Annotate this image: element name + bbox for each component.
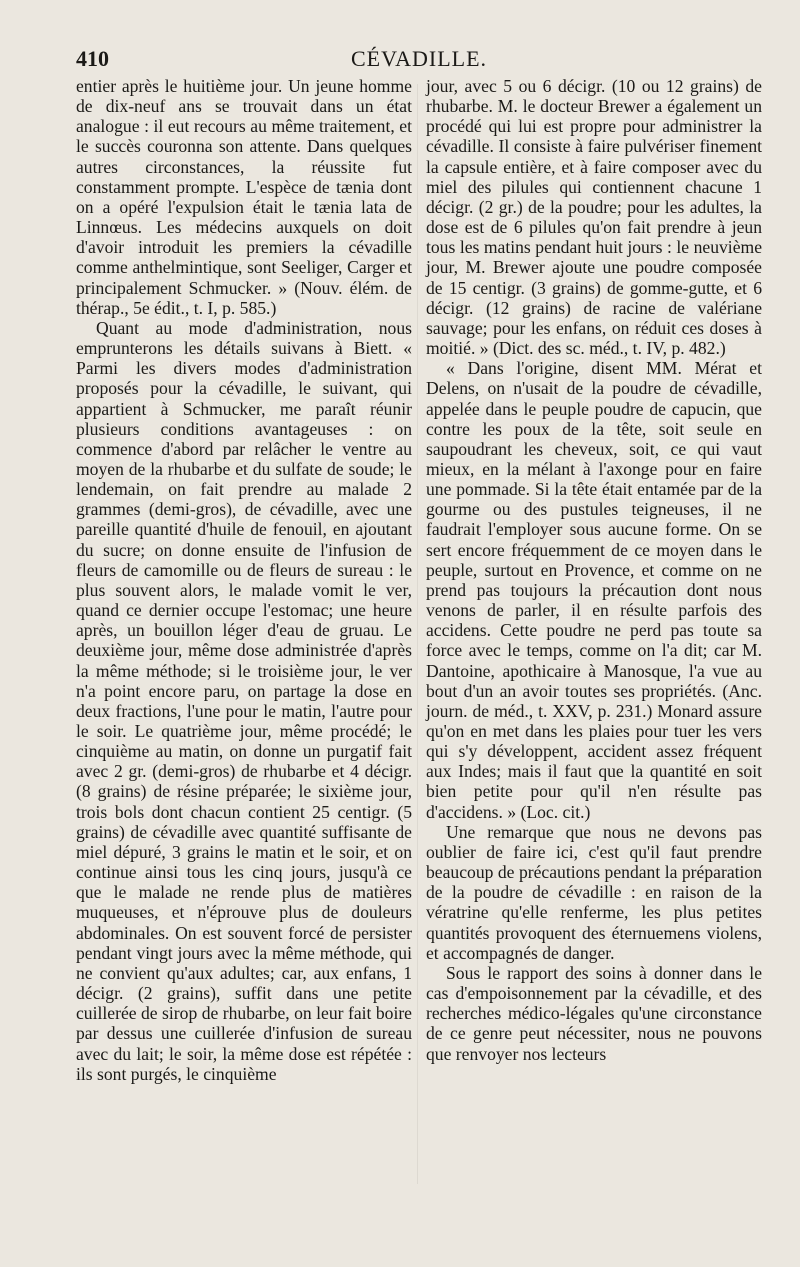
paragraph: Une remarque que nous ne devons pas oublier de faire ici, c'est qu'il faut prendre beaucoup de précautions pendant la préparation de la poudre de cévadille : en raison de la vératrine qu'elle renferme, les plus petites quantités provoquent des éternuemens violens, et accompagnés de danger.: [426, 821, 762, 963]
paragraph: entier après le huitième jour. Un jeune homme de dix-neuf ans se trouvait dans un état analogue : il eut recours au même traitement, et le succès couronna son attente. Dans quelques autres circonstances, la réussite fut constamment prompte. L'espèce de tænia dont on a opéré l'expulsion était le tænia lata de Linnœus. Les médecins auxquels on doit d'avoir introduit les premiers la cévadille comme anthelmintique, sont Seeliger, Carger et principalement Schmucker. » (Nouv. élém. de thérap., 5e édit., t. I, p. 585.): [76, 76, 412, 318]
paragraph: Sous le rapport des soins à donner dans le cas d'empoisonnement par la cévadille, et des recherches médico-légales qu'une circonstance de ce genre peut nécessiter, nous ne pouvons que renvoyer nos lecteurs: [426, 962, 762, 1064]
paragraph: « Dans l'origine, disent MM. Mérat et Delens, on n'usait de la poudre de cévadille, appelée dans le peuple poudre de capucin, que contre les poux de la tête, soit seule en saupoudrant les cheveux, soit, ce qui vaut mieux, en la mélant à l'axonge pour en faire une pommade. Si la tête était entamée par de la gourme ou des pustules teigneuses, il ne faudrait l'employer sous aucune forme. On se sert encore fréquemment de ce moyen dans le peuple, surtout en Provence, et comme on ne prend pas toujours la précaution dont nous venons de parler, il en résulte parfois des accidens. Cette poudre ne perd pas toute sa force avec le temps, comme on l'a dit; car M. Dantoine, apothicaire à Manosque, l'a vue au bout d'un an avoir toutes ses propriétés. (Anc. journ. de méd., t. XXV, p. 231.) Monard assure qu'on en met dans les plaies pour tuer les vers qui s'y développent, accident assez fréquent aux Indes; mais il faut que la quantité en soit bien petite pour qu'il n'en résulte pas d'accidens. » (Loc. cit.): [426, 358, 762, 822]
column-divider: [417, 84, 418, 1184]
paragraph: jour, avec 5 ou 6 décigr. (10 ou 12 grains) de rhubarbe. M. le docteur Brewer a également un procédé qui lui est propre pour administrer la cévadille. Il consiste à faire pulvériser finement la capsule entière, et à faire composer avec du miel des pilules qui contiennent chacune 1 décigr. (2 gr.) de la poudre; pour les adultes, la dose est de 6 pilules qu'on fait prendre à jeun tous les matins pendant huit jours : le neuvième jour, M. Brewer ajoute une poudre composée de 15 centigr. (3 grains) de gomme-gutte, et 6 décigr. (12 grains) de racine de valériane sauvage; pour les enfans, on réduit ces doses à moitié. » (Dict. des sc. méd., t. IV, p. 482.): [426, 76, 762, 359]
paragraph: Quant au mode d'administration, nous emprunterons les détails suivans à Biett. « Parmi les divers modes d'administration proposés pour la cévadille, le suivant, qui appartient à Schmucker, me paraît réunir plusieurs conditions avantageuses : on commence d'abord par relâcher le ventre au moyen de la rhubarbe et du sulfate de soude; le lendemain, on fait prendre au malade 2 grammes (demi-gros), de cévadille, avec une pareille quantité d'huile de fenouil, en ajoutant du sucre; on donne ensuite de l'infusion de fleurs de camomille ou de fleurs de sureau : le plus souvent alors, le malade vomit le ver, quand ce dernier occupe l'estomac; une heure après, un bouillon léger d'eau de gruau. Le deuxième jour, même dose administrée d'après la même méthode; si le troisième jour, le ver n'a point encore paru, on partage la dose en deux fractions, l'une pour le matin, l'autre pour le soir. Le quatrième jour, même procédé; le cinquième au matin, on donne un purgatif fait avec 2 gr. (demi-gros) de rhubarbe et 4 décigr. (8 grains) de résine préparée; le sixième jour, trois bols dont chacun contient 25 centigr. (5 grains) de cévadille avec quantité suffisante de miel dépuré, 3 grains le matin et le soir, et on continue ainsi tous les cinq jours, jusqu'à ce que le malade ne rende plus de matières muqueuses, et n'éprouve plus de douleurs abdominales. On est souvent forcé de persister pendant vingt jours avec la même méthode, qui ne convient qu'aux adultes; car, aux enfans, 1 décigr. (2 grains), suffit dans une petite cuillerée de sirop de rhubarbe, on leur fait boire par dessus une cuillerée d'infusion de sureau avec du lait; le soir, la même dose est répétée : ils sont purgés, le cinquième: [76, 317, 412, 1084]
right-column: [426, 76, 762, 1064]
running-title: CÉVADILLE.: [350, 46, 488, 71]
page-number: 410: [76, 46, 109, 71]
left-column: [76, 76, 412, 1084]
page-header: [76, 46, 762, 76]
